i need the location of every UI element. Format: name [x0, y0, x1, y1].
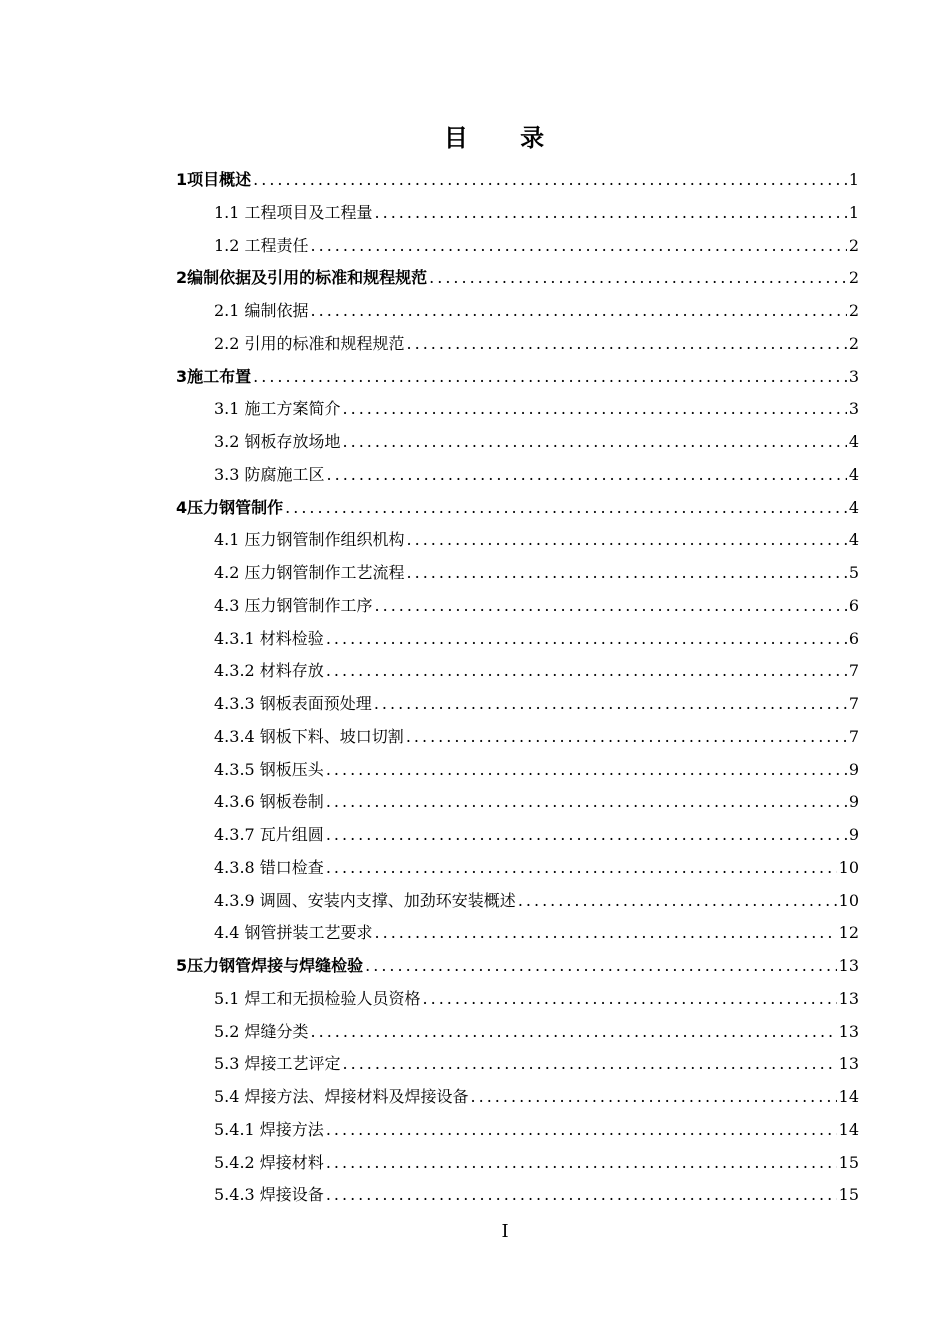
page-number: I [501, 1221, 509, 1242]
toc-entry[interactable] [0, 1113, 950, 1146]
toc-entry-page: 15 [838, 1185, 859, 1205]
toc-entry-page: 1 [848, 202, 859, 222]
toc-entry-row [176, 163, 859, 196]
toc-entry[interactable] [0, 687, 950, 720]
toc-entry[interactable] [0, 622, 950, 655]
toc-entry-page: 13 [838, 1054, 859, 1074]
toc-entry-page: 4 [848, 530, 859, 550]
toc-entry-page: 4 [848, 464, 859, 484]
toc-entry-title: 4.1 压力钢管制作组织机构 [214, 530, 405, 550]
toc-entry[interactable] [0, 491, 950, 524]
toc-entry-title: 4.3.6 钢板卷制 [214, 792, 324, 812]
toc-entry-page: 9 [848, 825, 859, 844]
toc-dot-leader [311, 229, 847, 262]
toc-entry[interactable] [0, 556, 950, 589]
toc-dot-leader [311, 294, 847, 327]
toc-entry-title: 3.3 防腐施工区 [214, 464, 325, 484]
toc-dot-leader [407, 523, 847, 556]
toc-dot-leader [326, 818, 847, 851]
toc-entry-title: 1.2 工程责任 [214, 235, 309, 255]
toc-entry-page: 10 [838, 857, 859, 877]
toc-entry-title: 4.2 压力钢管制作工艺流程 [214, 563, 405, 582]
toc-dot-leader [365, 949, 837, 982]
toc-entry-page: 6 [848, 595, 859, 615]
toc-dot-leader [406, 720, 847, 753]
toc-entry[interactable] [0, 1080, 950, 1113]
toc-entry-row [214, 785, 859, 818]
toc-entry-row [214, 327, 859, 360]
toc-dot-leader [326, 785, 847, 818]
toc-entry-title: 1项目概述 [176, 170, 252, 189]
toc-entry-page: 2 [848, 301, 859, 320]
toc-entry[interactable] [0, 523, 950, 556]
toc-entry[interactable] [0, 261, 950, 294]
toc-entry[interactable] [0, 589, 950, 622]
toc-entry-page: 9 [848, 759, 859, 779]
toc-entry[interactable] [0, 982, 950, 1015]
toc-dot-leader [311, 1015, 837, 1048]
toc-entry-page: 3 [848, 366, 859, 386]
toc-dot-leader [471, 1080, 837, 1113]
toc-entry-page: 13 [838, 1021, 859, 1041]
page-title: 目 录 [443, 124, 567, 152]
toc-entry-page: 10 [838, 890, 859, 910]
toc-entry-title: 2.1 编制依据 [214, 301, 309, 320]
toc-entry-row [176, 949, 859, 982]
toc-entry-row [214, 753, 859, 786]
toc-dot-leader [253, 360, 847, 393]
toc-entry-page: 3 [848, 399, 859, 419]
toc-entry-row [214, 556, 859, 589]
toc-entry-row [214, 720, 859, 753]
toc-entry[interactable] [0, 949, 950, 982]
toc-entry[interactable] [0, 1047, 950, 1080]
toc-entry-title: 4.3.4 钢板下料、坡口切割 [214, 726, 404, 746]
toc-entry[interactable] [0, 1015, 950, 1048]
toc-entry-page: 15 [838, 1152, 859, 1172]
toc-dot-leader [253, 163, 847, 196]
toc-entry-page: 7 [848, 661, 859, 681]
toc-entry-row [214, 1047, 859, 1080]
toc-entry[interactable] [0, 196, 950, 229]
toc-dot-leader [326, 1113, 837, 1146]
toc-entry-title: 4.4 钢管拼装工艺要求 [214, 923, 373, 943]
toc-entry-page: 9 [848, 792, 859, 812]
toc-entry-row [214, 392, 859, 425]
toc-entry[interactable] [0, 425, 950, 458]
toc-dot-leader [518, 884, 837, 917]
toc-entry-row [214, 982, 859, 1015]
toc-dot-leader [407, 327, 847, 360]
toc-dot-leader [343, 425, 847, 458]
toc-entry-row [214, 818, 859, 851]
toc-entry-title: 3施工布置 [176, 366, 252, 386]
toc-dot-leader [326, 851, 837, 884]
toc-dot-leader [326, 622, 847, 655]
toc-entry-title: 4.3.2 材料存放 [214, 661, 324, 681]
toc-entry-page: 2 [848, 235, 859, 255]
toc-entry-page: 12 [838, 923, 859, 943]
toc-dot-leader [326, 654, 847, 687]
toc-dot-leader [375, 589, 847, 622]
toc-entry-title: 4.3.8 错口检查 [214, 857, 324, 877]
toc-entry-row [214, 851, 859, 884]
toc-entry[interactable] [0, 884, 950, 917]
toc-entry[interactable] [0, 654, 950, 687]
toc-entry-title: 5.4 焊接方法、焊接材料及焊接设备 [214, 1087, 469, 1106]
toc-entry-page: 5 [848, 563, 859, 582]
toc-entry-row [214, 294, 859, 327]
toc-entry-title: 3.1 施工方案简介 [214, 399, 341, 419]
toc-entry-row [176, 360, 859, 393]
toc-entry-page: 13 [838, 988, 859, 1008]
toc-entry[interactable] [0, 753, 950, 786]
toc-entry[interactable] [0, 392, 950, 425]
toc-entry[interactable] [0, 360, 950, 393]
toc-entry[interactable] [0, 916, 950, 949]
toc-dot-leader [429, 261, 847, 294]
toc-entry[interactable] [0, 1178, 950, 1211]
toc-entry-page: 2 [848, 268, 859, 288]
toc-entry-title: 2.2 引用的标准和规程规范 [214, 333, 405, 353]
toc-entry[interactable] [0, 818, 950, 851]
toc-dot-leader [327, 458, 847, 491]
toc-entry-page: 4 [848, 432, 859, 451]
toc-entry-row [214, 458, 859, 491]
toc-entry-title: 4.3.7 瓦片组圆 [214, 825, 324, 844]
toc-entry-row [176, 261, 859, 294]
toc-entry-title: 5.2 焊缝分类 [214, 1021, 309, 1041]
toc-entry-title: 4.3 压力钢管制作工序 [214, 595, 373, 615]
toc-entry-page: 2 [848, 333, 859, 353]
toc-entry[interactable] [0, 294, 950, 327]
toc-entry-row [214, 1146, 859, 1179]
toc-entry-row [214, 425, 859, 458]
toc-dot-leader [343, 392, 847, 425]
toc-entry[interactable] [0, 1146, 950, 1179]
toc-dot-leader [285, 491, 847, 524]
toc-entry-page: 7 [848, 726, 859, 746]
toc-entry-row [214, 1113, 859, 1146]
toc-dot-leader [423, 982, 837, 1015]
toc-entry-title: 4.3.1 材料检验 [214, 628, 324, 648]
toc-entry-page: 14 [838, 1087, 859, 1106]
toc-dot-leader [374, 687, 847, 720]
toc-entry-title: 5.1 焊工和无损检验人员资格 [214, 988, 421, 1008]
toc-entry-title: 1.1 工程项目及工程量 [214, 202, 373, 222]
toc-entry[interactable] [0, 851, 950, 884]
toc-dot-leader [326, 1178, 837, 1211]
toc-dot-leader [375, 916, 837, 949]
toc-entry-title: 4.3.3 钢板表面预处理 [214, 694, 372, 713]
toc-entry[interactable] [0, 327, 950, 360]
toc-entry-row [214, 916, 859, 949]
toc-entry-page: 1 [848, 170, 859, 189]
toc-entry-row [214, 1178, 859, 1211]
toc-dot-leader [326, 1146, 837, 1179]
toc-entry-title: 5.4.3 焊接设备 [214, 1185, 324, 1205]
toc-entry-page: 4 [848, 497, 859, 517]
toc-entry[interactable] [0, 785, 950, 818]
toc-entry-row [176, 491, 859, 524]
toc-dot-leader [326, 753, 847, 786]
toc-entry[interactable] [0, 229, 950, 262]
toc-entry-row [214, 1080, 859, 1113]
toc-entry-title: 4压力钢管制作 [176, 497, 284, 517]
toc-entry[interactable] [0, 720, 950, 753]
toc-entry-title: 5.4.2 焊接材料 [214, 1152, 324, 1172]
toc-entry-row [214, 589, 859, 622]
toc-entry-row [214, 654, 859, 687]
toc-dot-leader [407, 556, 847, 589]
toc-entry-page: 6 [848, 628, 859, 648]
toc-entry-row [214, 622, 859, 655]
toc-entry-row [214, 523, 859, 556]
toc-entry-row [214, 884, 859, 917]
toc-entry-title: 5压力钢管焊接与焊缝检验 [176, 956, 364, 975]
toc-entry-page: 14 [838, 1119, 859, 1139]
toc-entry-row [214, 687, 859, 720]
toc-entry-row [214, 1015, 859, 1048]
toc-entry-title: 3.2 钢板存放场地 [214, 432, 341, 451]
toc-dot-leader [375, 196, 847, 229]
toc-entry-page: 7 [848, 694, 859, 713]
toc-entry-title: 4.3.5 钢板压头 [214, 759, 324, 779]
toc-entry-row [214, 196, 859, 229]
toc-entry-row [214, 229, 859, 262]
toc-entry[interactable] [0, 458, 950, 491]
toc-entry-title: 2编制依据及引用的标准和规程规范 [176, 268, 428, 288]
toc-entry-title: 4.3.9 调圆、安装内支撑、加劲环安装概述 [214, 890, 516, 910]
toc-entry-page: 13 [838, 956, 859, 975]
toc-entry-title: 5.3 焊接工艺评定 [214, 1054, 341, 1074]
toc-entry[interactable] [0, 163, 950, 196]
toc-entry-title: 5.4.1 焊接方法 [214, 1119, 324, 1139]
toc-dot-leader [343, 1047, 837, 1080]
